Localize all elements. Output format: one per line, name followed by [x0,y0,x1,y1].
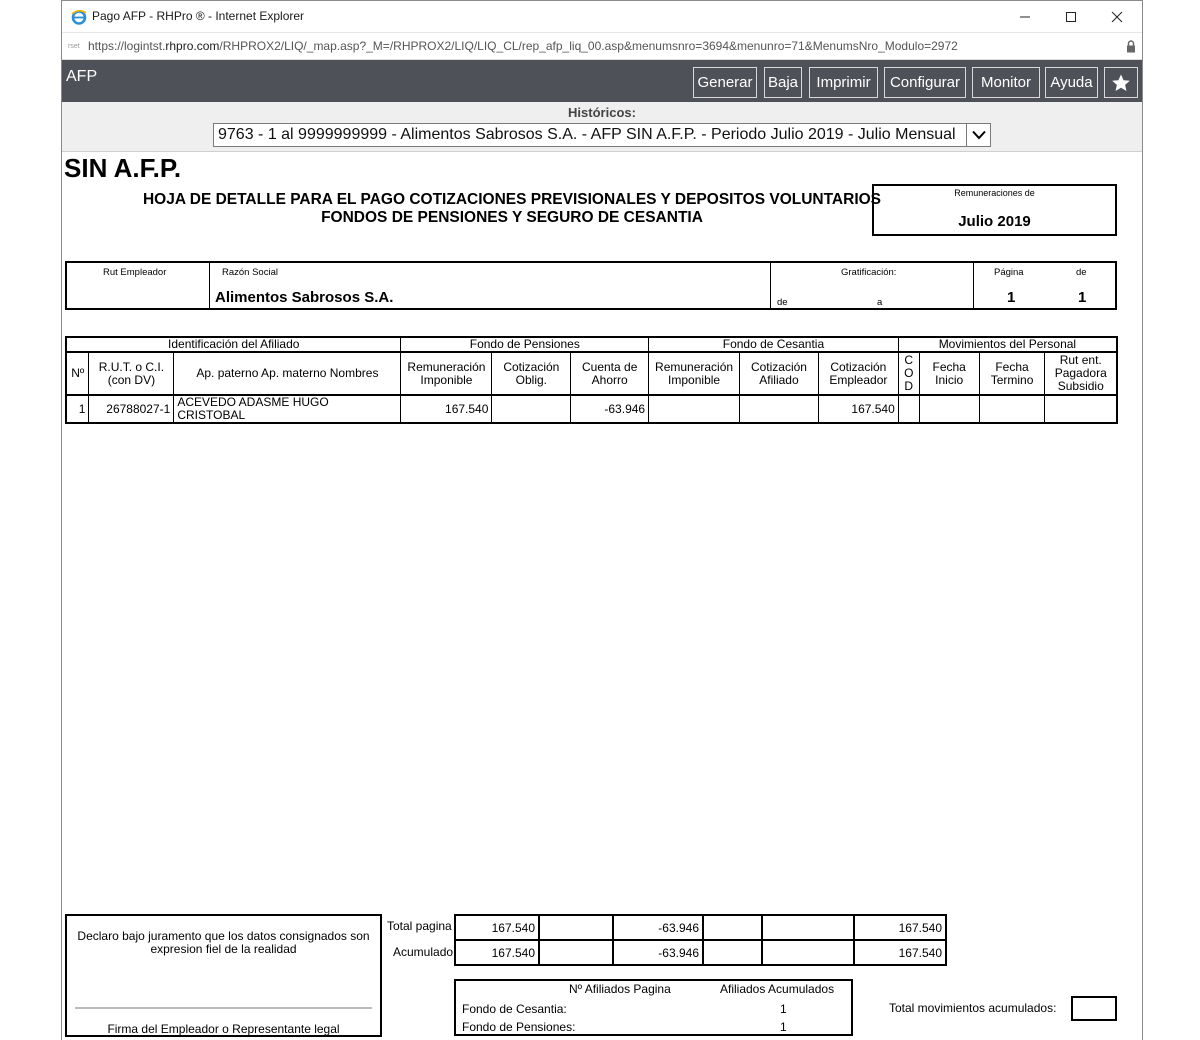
cell-cotizacion-afiliado [740,395,819,423]
col-cuenta-ahorro: Cuenta de Ahorro [571,352,649,395]
fondo-cesantia-value: 1 [780,1002,787,1016]
generar-label: Generar [697,74,753,91]
close-icon [1111,11,1123,23]
remuneraciones-label: Remuneraciones de [954,188,1035,198]
pagina-de-label: de [1076,267,1087,278]
afiliados-acumulados-label: Afiliados Acumulados [720,982,835,996]
configurar-label: Configurar [889,74,961,91]
generar-button[interactable] [693,67,757,98]
rut-empleador-cell [67,263,210,308]
table-row [66,395,1117,423]
total-pagina-label: Total pagina [387,919,452,933]
maximize-button[interactable] [1048,1,1094,32]
total-pagina-cotizacion [539,915,613,940]
url-prefix: https://logintst. [88,39,166,53]
acumulado-rem-imponible: 167.540 [455,940,539,965]
total-pagina-ahorro: -63.946 [613,915,703,940]
imprimir-button[interactable] [809,67,878,98]
cell-fecha-termino [979,395,1045,423]
col-cod [898,352,919,395]
acumulado-empleador: 167.540 [854,940,946,965]
favorite-button[interactable] [1104,67,1138,98]
col-rut-ent-pagadora: Rut ent. Pagadora Subsidio [1045,352,1117,395]
signature-line [75,1007,372,1009]
group-movimientos: Movimientos del Personal [898,337,1117,352]
razon-social-cell [210,263,771,308]
historicos-bar [62,102,1142,152]
monitor-label: Monitor [980,74,1032,91]
maximize-icon [1065,11,1077,23]
movimientos-label: Total movimientos acumulados: [889,1001,1057,1015]
declaration-text: Declaro bajo juramento que los datos consignados son expresion fiel de la realidad [77,929,370,956]
report-body [62,153,1142,1040]
col-cod-c: C [904,353,914,367]
report-heading-line2: FONDOS DE PENSIONES Y SEGURO DE CESANTIA [321,209,703,226]
remuneraciones-box [872,184,1117,236]
cell-cod [898,395,919,423]
cell-rem-imponible-cesantia [649,395,740,423]
total-pagina-rem-cesantia [703,915,762,940]
cell-cotizacion-oblig [492,395,571,423]
historicos-label: Históricos: [568,105,636,120]
col-rut: R.U.T. o C.I. (con DV) [89,352,174,395]
pagina-value: 1 [1007,289,1016,306]
cell-cotizacion-empleador: 167.540 [818,395,898,423]
fondo-pensiones-value: 1 [780,1020,787,1034]
total-pagina-rem-imponible: 167.540 [455,915,539,940]
acumulado-label: Acumulado [393,945,454,959]
chevron-down-icon[interactable] [966,124,990,146]
gratificacion-a-label: a [877,297,883,308]
total-pagina-afiliado [762,915,854,940]
fondo-pensiones-label: Fondo de Pensiones: [462,1020,576,1034]
gratificacion-de-label: de [777,297,788,308]
afiliados-pagina-label: Nº Afiliados Pagina [569,982,671,996]
totals-table [454,914,947,966]
address-bar[interactable] [62,32,1142,60]
razon-social-value: Alimentos Sabrosos S.A. [215,289,394,306]
internet-explorer-icon [71,9,87,25]
gratificacion-cell [771,263,974,308]
col-rem-imponible-cesantia: Remuneración Imponible [649,352,740,395]
historicos-selected-value: 9763 - 1 al 9999999999 - Alimentos Sabrosos S.A. - AFP SIN A.F.P. - Periodo Julio 2019 - Julio Mensual [218,126,956,143]
minimize-icon [1019,11,1031,23]
fondo-cesantia-label: Fondo de Cesantia: [462,1002,567,1016]
group-fondo-pensiones: Fondo de Pensiones [401,337,649,352]
acumulado-rem-cesantia [703,940,762,965]
url-text[interactable] [88,39,958,53]
movimientos-value-box [1071,996,1117,1021]
pagina-label: Página [994,267,1024,278]
page-icon: rset [68,43,80,50]
col-rem-imponible-pensiones: Remuneración Imponible [401,352,492,395]
gratificacion-label: Gratificación: [841,267,897,278]
signature-label: Firma del Empleador o Representante legal [107,1022,340,1036]
total-pages-value: 1 [1078,289,1087,306]
close-button[interactable] [1094,1,1140,32]
cell-rem-imponible-pensiones: 167.540 [401,395,492,423]
cell-nombres: ACEVEDO ADASME HUGO CRISTOBAL [174,395,401,423]
rut-empleador-label: Rut Empleador [103,267,167,278]
cell-fecha-inicio [919,395,979,423]
acumulado-ahorro: -63.946 [613,940,703,965]
imprimir-label: Imprimir [816,74,871,91]
afp-name: SIN A.F.P. [64,153,182,183]
app-title: AFP [66,68,98,85]
col-fecha-inicio: Fecha Inicio [919,352,979,395]
report-heading-line1: HOJA DE DETALLE PARA EL PAGO COTIZACIONES PREVISIONALES Y DEPOSITOS VOLUNTARIOS [142,191,882,208]
col-nro: Nº [66,352,89,395]
col-cotizacion-oblig: Cotización Oblig. [492,352,571,395]
acumulado-afiliado [762,940,854,965]
app-toolbar [62,60,1142,102]
cell-rut: 26788027-1 [89,395,174,423]
employer-box [65,261,1117,310]
col-cod-d: D [904,379,914,393]
total-pagina-row [455,915,946,940]
window-title: Pago AFP - RHPro ® - Internet Explorer [92,9,305,23]
monitor-button[interactable] [972,67,1040,98]
star-icon [1111,73,1131,93]
url-host: rhpro.com [165,39,220,53]
cell-nro: 1 [66,395,89,423]
browser-window [61,0,1143,1040]
acumulado-cotizacion [539,940,613,965]
minimize-button[interactable] [1002,1,1048,32]
baja-label: Baja [767,74,799,91]
acumulado-row [455,940,946,965]
group-fondo-cesantia: Fondo de Cesantia [649,337,899,352]
url-path: /RHPROX2/LIQ/_map.asp?_M=/RHPROX2/LIQ/LIQ_CL/rep_afp_liq_00.asp&menumsnro=3694&menunro=71&MenumsNro_Modulo=2972 [219,39,958,53]
col-fecha-termino: Fecha Termino [979,352,1045,395]
cell-rut-ent-pagadora [1045,395,1117,423]
ayuda-label: Ayuda [1050,74,1093,91]
lock-icon[interactable] [1126,40,1136,58]
col-nombres: Ap. paterno Ap. materno Nombres [174,352,401,395]
ayuda-button[interactable] [1045,67,1098,98]
remuneraciones-value: Julio 2019 [958,213,1031,230]
report-heading [102,191,922,227]
col-cod-o: O [904,366,914,380]
afiliados-summary-box [454,979,853,1036]
baja-button[interactable] [764,67,802,98]
cell-cuenta-ahorro: -63.946 [571,395,649,423]
configurar-button[interactable] [884,67,966,98]
col-cotizacion-empleador: Cotización Empleador [818,352,898,395]
historicos-select[interactable] [213,123,991,147]
total-pagina-empleador: 167.540 [854,915,946,940]
afiliados-table [65,336,1118,424]
declaration-box [65,914,382,1037]
title-bar [62,1,1142,32]
razon-social-label: Razón Social [222,267,278,278]
pagina-cell [974,263,1117,308]
col-cotizacion-afiliado: Cotización Afiliado [740,352,819,395]
group-identificacion: Identificación del Afiliado [66,337,401,352]
